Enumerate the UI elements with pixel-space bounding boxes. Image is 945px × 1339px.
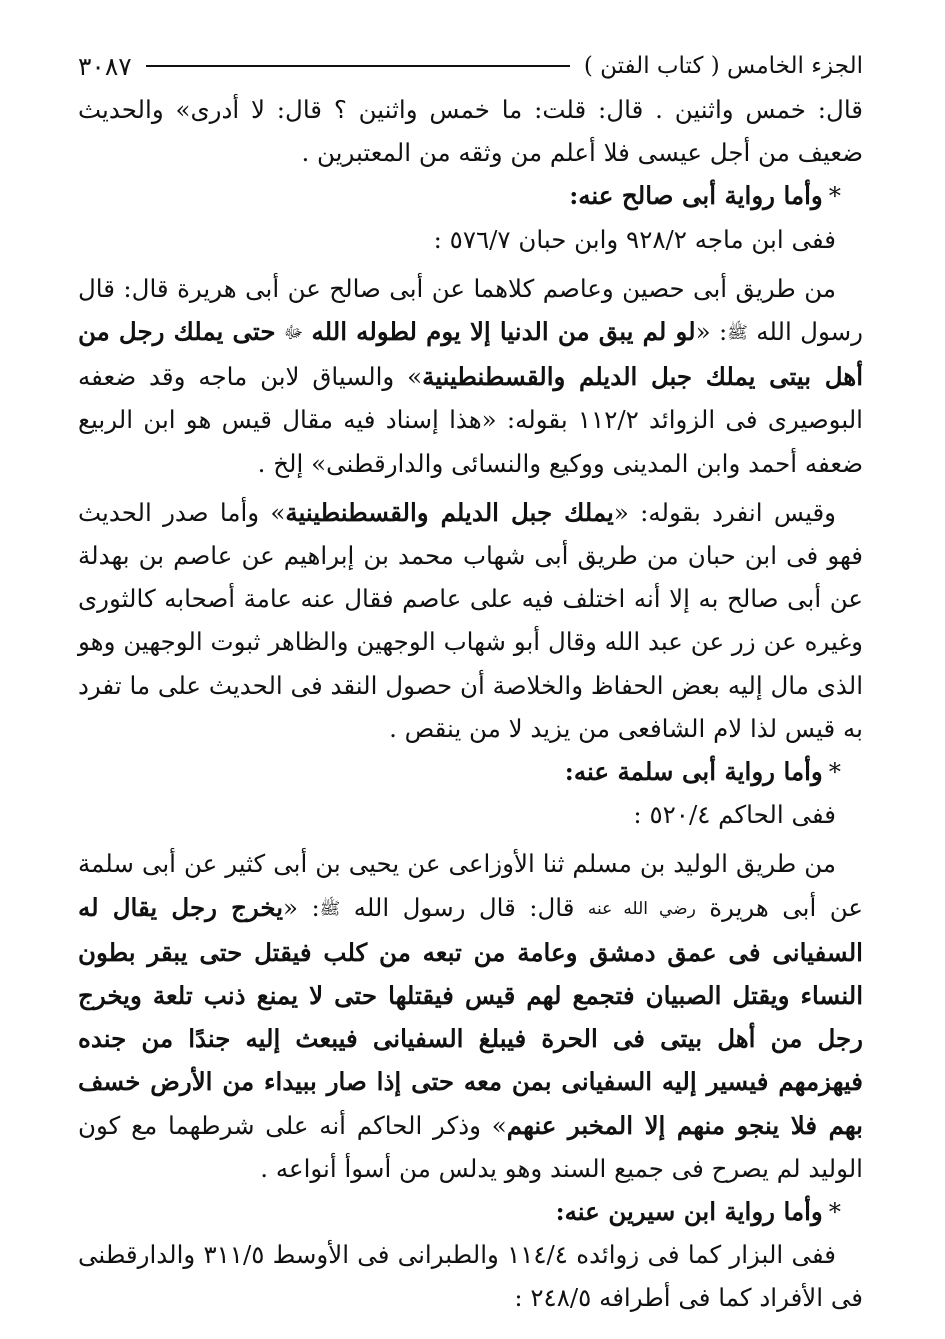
paragraph-5-text: ففى الحاكم ٥٢٠/٤ : — [633, 800, 836, 830]
header-title: الجزء الخامس ( كتاب الفتن ) — [583, 53, 863, 79]
star-icon: * — [828, 1197, 841, 1227]
paragraph-4 — [78, 491, 863, 750]
paragraph-3-text: من طريق أبى حصين وعاصم كلاهما عن أبى صالح عن أبى هريرة قال: قال رسول الله — [78, 273, 863, 347]
paragraph-3-text: » والسياق لابن ماجه وقد ضعفه البوصيرى فى الزوائد ١١٢/٢ بقوله: «هذا إسناد فيه مقال قيس هو ابن الربيع ضعفه أحمد وابن المدينى ووكيع والنسائى والدارقطنى» إلخ . — [78, 362, 863, 478]
paragraph-3-text: : « — [695, 317, 728, 347]
paragraph-1 — [78, 88, 863, 174]
section-heading-text: وأما رواية ابن سيرين عنه: — [555, 1197, 823, 1227]
section-heading-abu-salih — [78, 174, 863, 217]
paragraph-2-text: ففى ابن ماجه ٩٢٨/٢ وابن حبان ٥٧٦/٧ : — [433, 224, 836, 254]
header-rule — [146, 65, 570, 67]
paragraph-3 — [78, 267, 863, 485]
page-body — [78, 88, 863, 1320]
section-heading-ibn-sirin — [78, 1190, 863, 1233]
paragraph-6-text: من طريق الوليد بن مسلم ثنا الأوزاعى عن يحيى بن أبى كثير عن أبى سلمة عن أبى هريرة — [78, 849, 863, 922]
salawat-symbol: ﷺ — [319, 898, 341, 919]
salawat-symbol: ﷺ — [727, 323, 748, 344]
hadith-text: حتى يملك رجل من أهل بيتى يملك جبل الديلم والقسطنطينية — [78, 317, 863, 392]
radiallahu-symbol: رضي الله عنه — [587, 898, 696, 919]
hadith-text: يملك جبل الديلم والقسطنطينية — [285, 497, 614, 527]
paragraph-7-text: ففى البزار كما فى زوائده ١١٤/٤ والطبرانى فى الأوسط ٣١١/٥ والدارقطنى فى الأفراد كما فى أطرافه ٢٤٨/٥ : — [78, 1240, 863, 1313]
running-header — [78, 44, 863, 88]
paragraph-1-text: قال: خمس واثنين . قال: قلت: ما خمس واثنين ؟ قال: لا أدرى» والحديث ضعيف من أجل عيسى فلا أعلم من وثقه من المعتبرين . — [78, 95, 863, 168]
paragraph-2 — [78, 218, 863, 261]
paragraph-4-text: » وأما صدر الحديث فهو فى ابن حبان من طريق أبى شهاب محمد بن إبراهيم عن عاصم بن بهدلة عن أبى صالح به إلا أنه اختلف فيه على عاصم فقال عنه عامة أصحابه كالثورى وغيره عن زر عن عبد الله وقال أبو شهاب الوجهين والظاهر ثبوت الوجهين وهو الذى مال إليه بعض الحفاظ والخلاصة أن حصول النقد فى الحديث على ما تفرد به قيس لذا لام الشافعى من يزيد لا من ينقص . — [78, 497, 863, 743]
paragraph-4-text: وقيس انفرد بقوله: « — [613, 497, 837, 527]
paragraph-6-text: قال: قال رسول الله — [353, 892, 575, 922]
paragraph-7 — [78, 1233, 863, 1319]
star-icon: * — [828, 181, 841, 211]
section-heading-text: وأما رواية أبى صالح عنه: — [569, 181, 823, 211]
hadith-text: لو لم يبق من الدنيا إلا يوم لطوله الله — [311, 317, 696, 347]
section-heading-text: وأما رواية أبى سلمة عنه: — [564, 757, 823, 787]
page-number: ٣٠٨٧ — [78, 51, 132, 81]
paragraph-6-text: » وذكر الحاكم أنه على شرطهما مع كون الوليد لم يصرح فى جميع السند وهو يدلس من أسوأ أنواعه . — [78, 1110, 863, 1183]
paragraph-6 — [78, 842, 863, 1190]
paragraph-6-text: : « — [283, 892, 320, 922]
paragraph-5 — [78, 793, 863, 836]
hadith-text: يخرج رجل يقال له السفيانى فى عمق دمشق وعامة من تبعه من كلب فيقتل حتى يبقر بطون النساء ويقتل الصبيان فتجمع لهم قيس فيقتلها حتى لا يمنع ذنب تلعة ويخرج رجل من أهل بيتى فى الحرة فيبلغ السفيانى فيبعث إليه جندًا من جنده فيهزمهم فيسير إليه السفيانى بمن معه حتى إذا صار ببيداء من الأرض خسف بهم فلا ينجو منهم إلا المخبر عنهم — [78, 892, 863, 1140]
honorific-symbol: ﷻ — [283, 323, 304, 344]
section-heading-abu-salama — [78, 750, 863, 793]
star-icon: * — [828, 757, 841, 787]
